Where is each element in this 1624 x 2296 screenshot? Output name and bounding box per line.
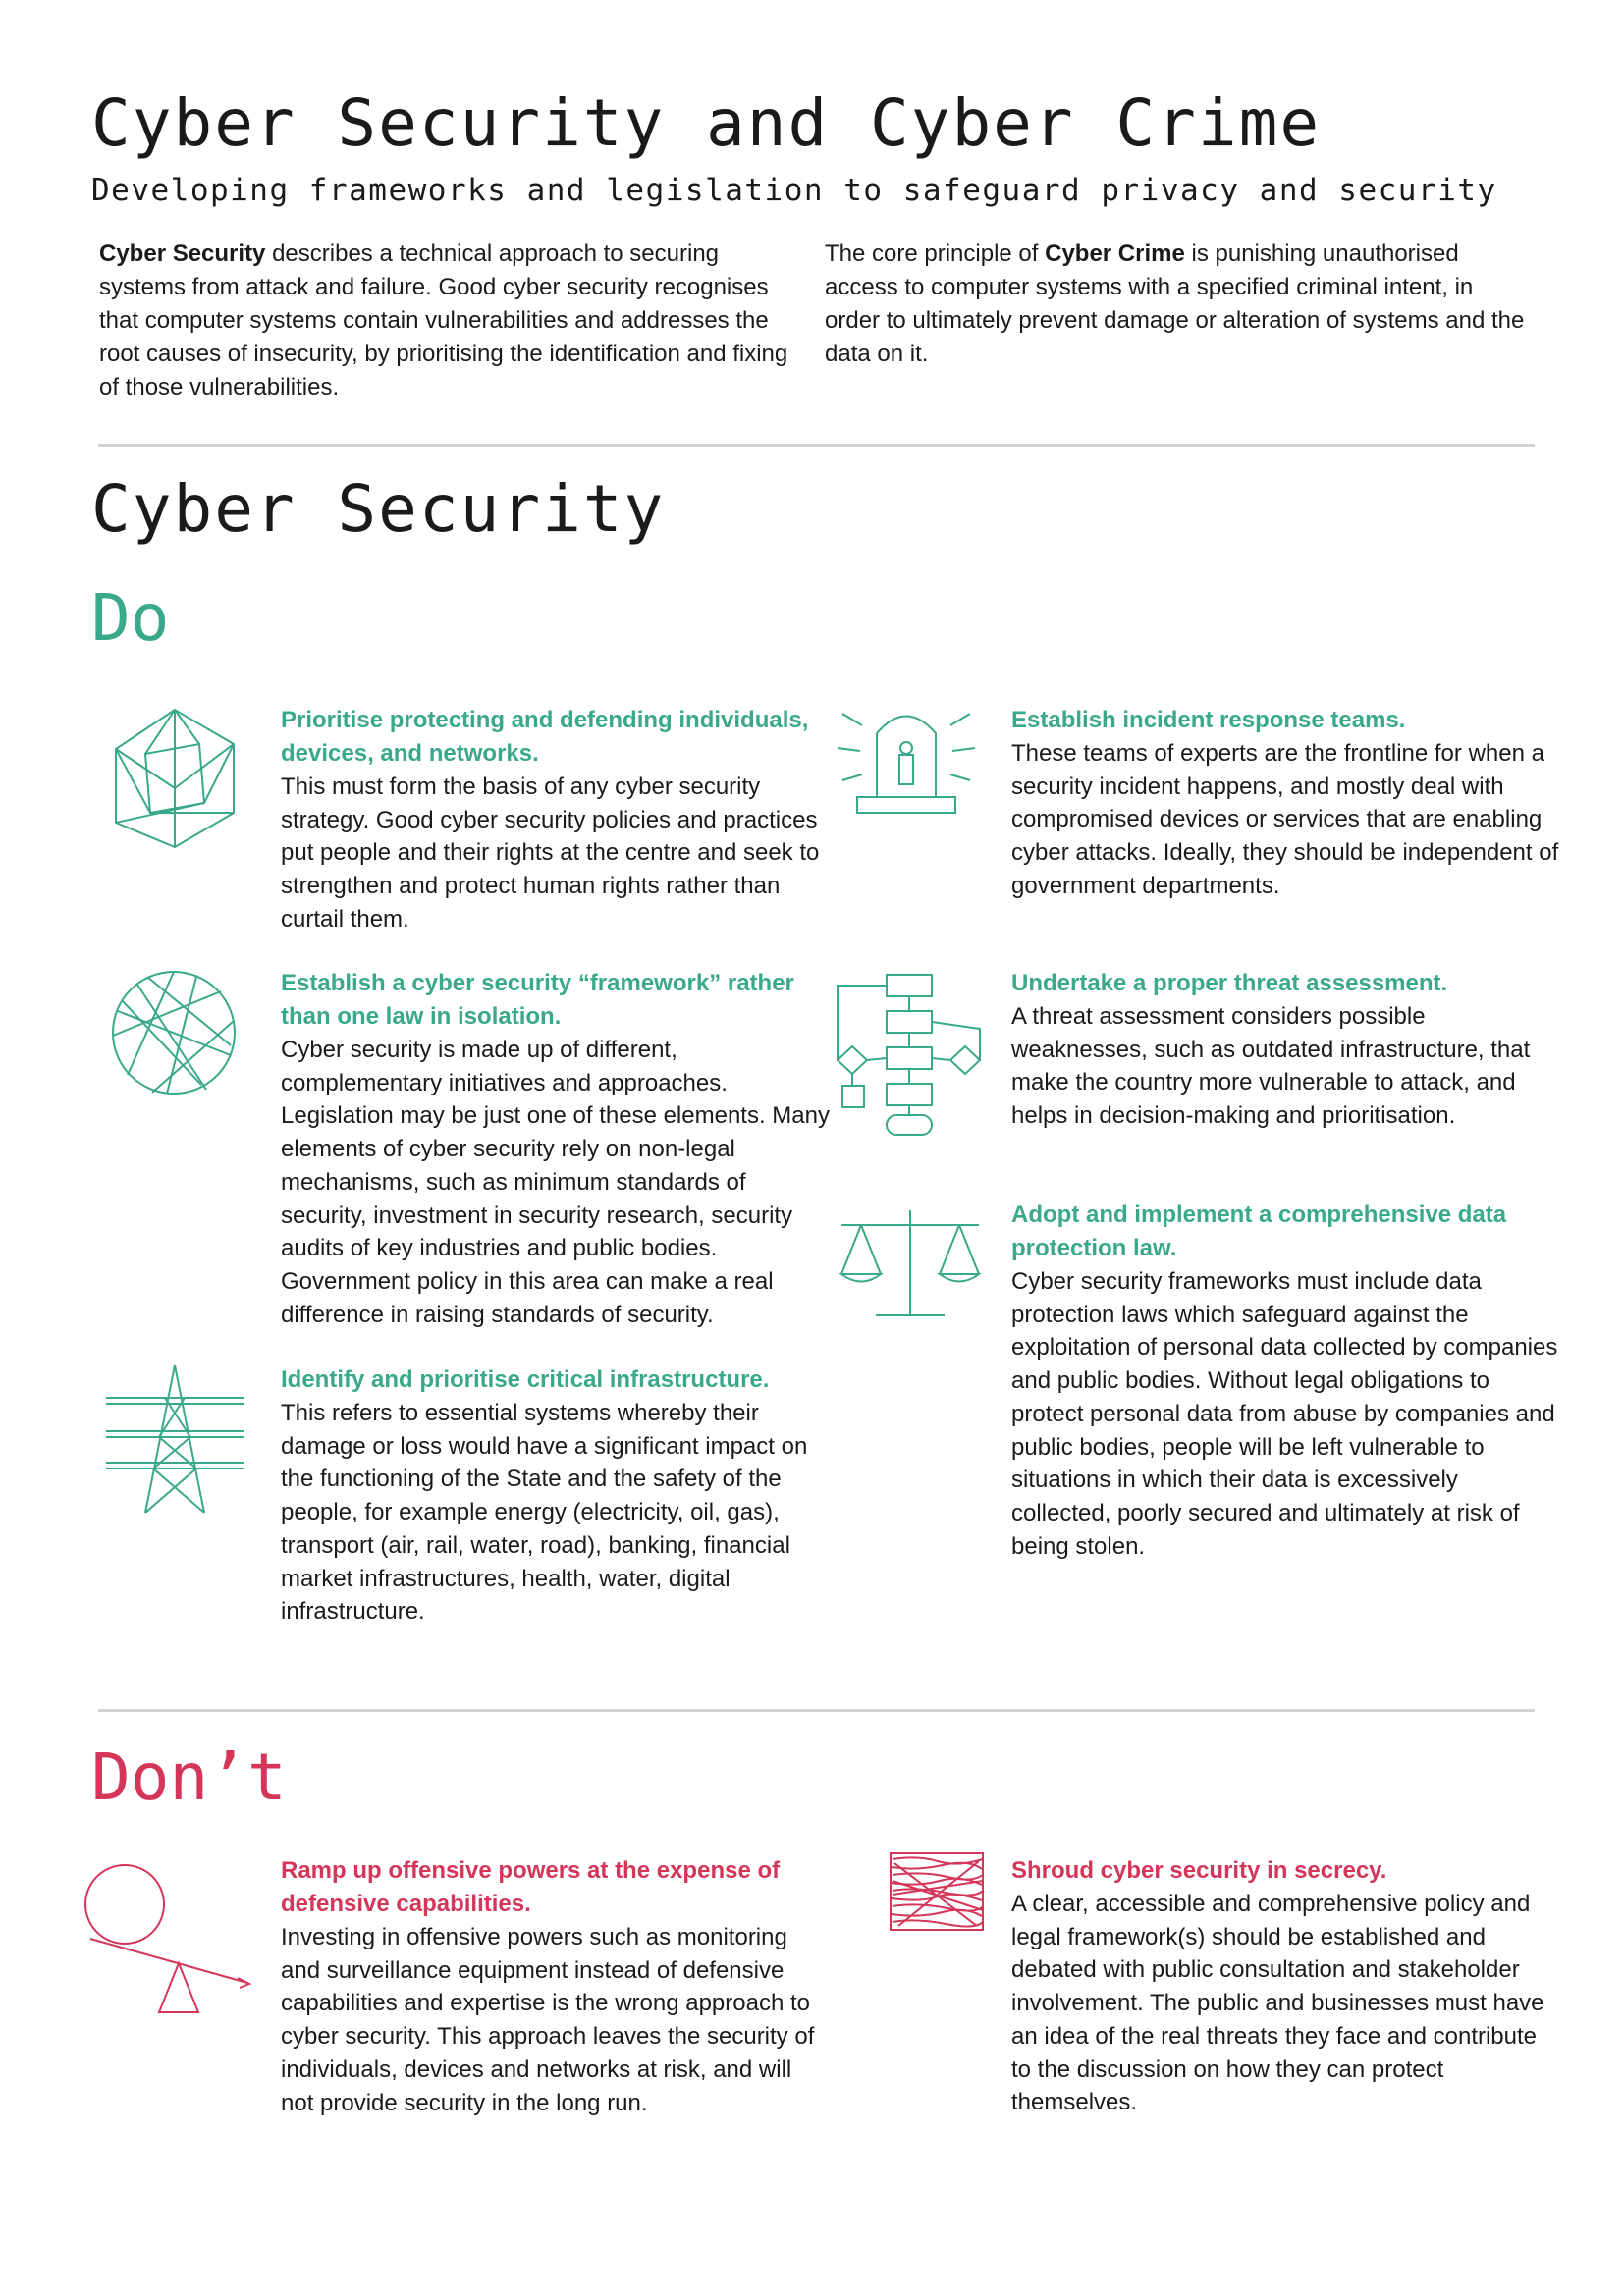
do-item-title: Establish incident response teams. bbox=[1011, 707, 1406, 733]
network-circle-icon bbox=[108, 967, 241, 1099]
do-item-title: Undertake a proper threat assessment. bbox=[1011, 970, 1448, 996]
page-title: Cyber Security and Cyber Crime bbox=[91, 85, 1322, 161]
flowchart-icon bbox=[833, 970, 985, 1137]
intro-term: Cyber Security bbox=[99, 240, 266, 267]
divider bbox=[98, 1709, 1535, 1712]
do-heading: Do bbox=[91, 580, 170, 656]
alarm-siren-icon bbox=[833, 694, 980, 817]
section-title: Cyber Security bbox=[91, 471, 666, 547]
intro-term: Cyber Crime bbox=[1045, 240, 1185, 267]
dont-item-title: Ramp up offensive powers at the expense of defensive capabilities. bbox=[281, 1857, 781, 1917]
unbalanced-seesaw-icon bbox=[81, 1860, 257, 2017]
do-item-body: This must form the basis of any cyber security strategy. Good cyber security policies and practices put people and their rights at the centre and seek to strengthen and protect human rights rather than curtail them. bbox=[281, 774, 820, 933]
dont-item bbox=[281, 1854, 831, 2119]
do-item bbox=[1011, 1199, 1561, 1563]
do-item-body: Cyber security is made up of different, complementary initiatives and approaches. Legislation may be just one of these elements. Many elements of cyber security rely on non-legal mechanisms, such as minimum standards of security, investment in security research, security audits of key industries and public bodies. Government policy in this area can make a real difference in raising standards of security. bbox=[281, 1037, 830, 1328]
dont-item bbox=[1011, 1854, 1561, 2119]
intro-text: describes a technical approach to securing systems from attack and failure. Good cyber security recognises that computer systems contain vulnerabilities and addresses the root causes of insecurity, by prioritising the identification and fixing of those vulnerabilities. bbox=[99, 240, 788, 400]
scales-icon bbox=[837, 1205, 984, 1323]
do-item bbox=[1011, 704, 1561, 903]
dont-item-body: A clear, accessible and comprehensive policy and legal framework(s) should be established and debated with public consultation and stakeholder involvement. The public and businesses must have an idea of the real threats they face and contribute to the discussion on how they can protect themselves. bbox=[1011, 1891, 1544, 2116]
do-item bbox=[1011, 967, 1561, 1133]
power-pylon-icon bbox=[106, 1361, 244, 1518]
divider bbox=[98, 444, 1535, 447]
do-item bbox=[281, 1363, 831, 1629]
do-item-title: Establish a cyber security “framework” rather than one law in isolation. bbox=[281, 970, 794, 1030]
do-item-body: Cyber security frameworks must include data protection laws which safeguard against the exploitation of personal data collected by companies and public bodies. Without legal obligations to protect personal data from abuse by companies and public bodies, people will be left vulnerable to situations in which their data is excessively collected, poorly secured and ultimately at risk of being stolen. bbox=[1011, 1268, 1558, 1560]
do-item-title: Prioritise protecting and defending individuals, devices, and networks. bbox=[281, 707, 809, 767]
dont-item-body: Investing in offensive powers such as monitoring and surveillance equipment instead of defensive capabilities and expertise is the wrong approach to cyber security. This approach leaves the security of individuals, devices and networks at risk, and will not provide security in the long run. bbox=[281, 1924, 815, 2116]
dont-item-title: Shroud cyber security in secrecy. bbox=[1011, 1857, 1387, 1884]
scribbled-box-icon bbox=[889, 1851, 987, 1934]
dont-heading: Don’t bbox=[91, 1739, 287, 1815]
do-item-body: This refers to essential systems whereby their damage or loss would have a significant impact on the functioning of the State and the safety of the people, for example energy (electricity, oil, gas), transport (air, rail, water, road), banking, financial market infrastructures, health, water, digital infrastructure. bbox=[281, 1400, 808, 1626]
wireframe-house-icon bbox=[106, 705, 244, 852]
page-subtitle: Developing frameworks and legislation to safeguard privacy and security bbox=[91, 173, 1497, 208]
do-item-title: Identify and prioritise critical infrastructure. bbox=[281, 1366, 770, 1393]
intro-text: is punishing unauthorised access to computer systems with a specified criminal intent, in order to ultimately prevent damage or alteration of systems and the data on it. bbox=[825, 240, 1525, 367]
do-item-title: Adopt and implement a comprehensive data protection law. bbox=[1011, 1201, 1507, 1261]
intro-cyber-crime bbox=[825, 238, 1532, 371]
do-item-body: These teams of experts are the frontline for when a security incident happens, and mostly deal with compromised devices or services that are enabling cyber attacks. Ideally, they should be independent of government departments. bbox=[1011, 740, 1559, 899]
do-item-body: A threat assessment considers possible weaknesses, such as outdated infrastructure, that make the country more vulnerable to attack, and helps in decision-making and prioritisation. bbox=[1011, 1003, 1531, 1130]
intro-prefix: The core principle of bbox=[825, 240, 1046, 267]
intro-cyber-security bbox=[99, 238, 806, 404]
do-item bbox=[281, 704, 831, 936]
do-item bbox=[281, 967, 831, 1331]
